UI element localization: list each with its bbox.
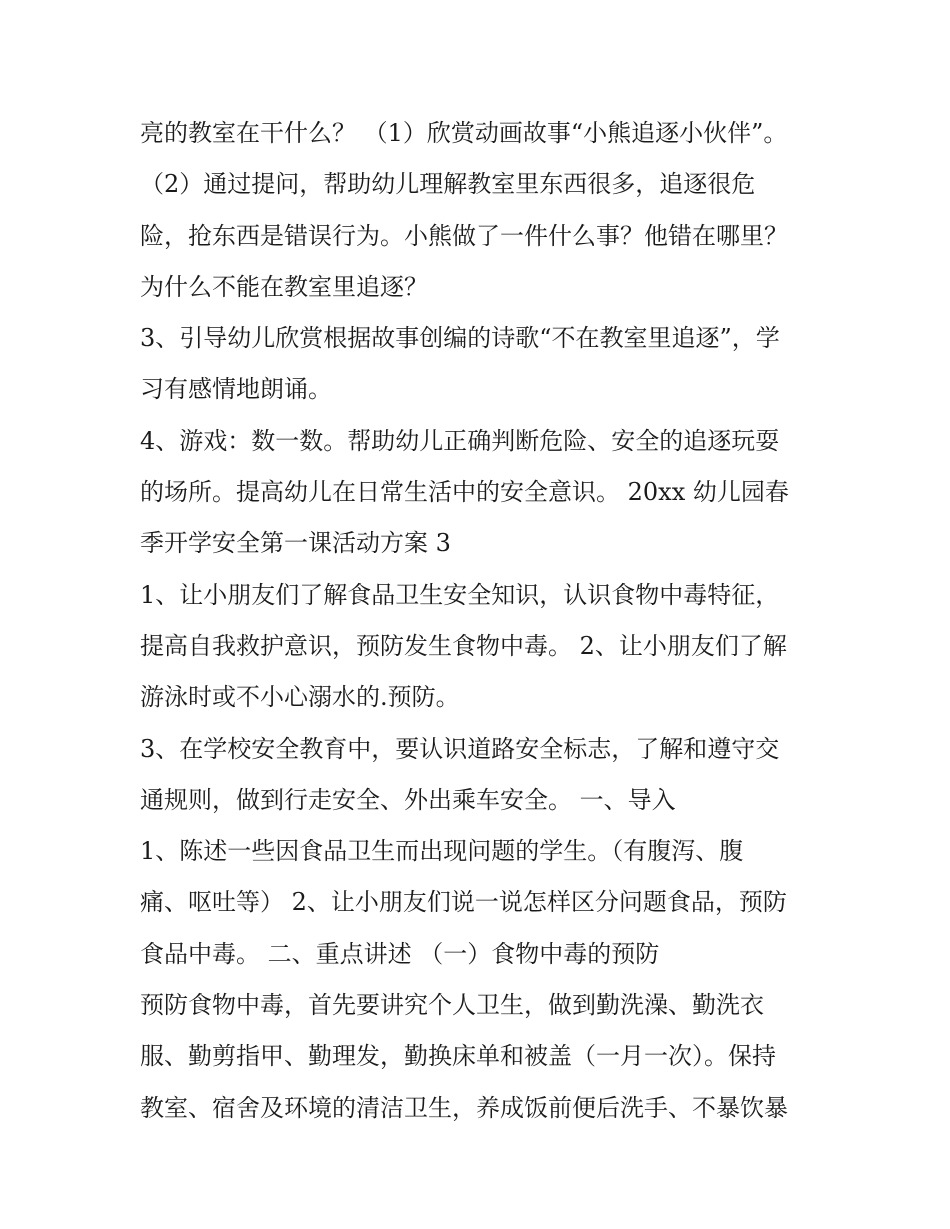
text-line: （2）通过提问，帮助幼儿理解教室里东西很多，追逐很危 — [140, 170, 756, 199]
text-line: 3、引导幼儿欣赏根据故事创编的诗歌“不在教室里追逐”，学 — [140, 324, 780, 353]
text-line: 食品中毒。 二、重点讲述 （一）食物中毒的预防 — [140, 939, 660, 968]
text-line: 游泳时或不小心溺水的.预防。 — [140, 683, 460, 712]
text-line: 服、勤剪指甲、勤理发，勤换床单和被盖（一月一次）。保持 — [140, 1042, 776, 1071]
text-line: 4、游戏：数一数。帮助幼儿正确判断危险、安全的追逐玩耍 — [140, 426, 780, 455]
text-line: 季开学安全第一课活动方案 3 — [140, 529, 451, 558]
text-line: 险，抢东西是错误行为。小熊做了一件什么事？他错在哪里？ — [140, 221, 788, 250]
text-line: 通规则，做到行走安全、外出乘车安全。 一、导入 — [140, 785, 676, 814]
text-line: 教室、宿舍及环境的清洁卫生，养成饭前便后洗手、不暴饮暴 — [140, 1093, 788, 1122]
text-line: 1、陈述一些因食品卫生而出现问题的学生。（有腹泻、腹 — [140, 837, 744, 866]
text-line: 的场所。提高幼儿在日常生活中的安全意识。 20xx 幼儿园春 — [140, 478, 789, 507]
text-line: 提高自我救护意识，预防发生食物中毒。 2、让小朋友们了解 — [140, 631, 787, 660]
text-line: 预防食物中毒，首先要讲究个人卫生，做到勤洗澡、勤洗衣 — [140, 991, 764, 1020]
text-line: 为什么不能在教室里追逐？ — [140, 272, 428, 301]
text-line: 3、在学校安全教育中，要认识道路安全标志，了解和遵守交 — [140, 734, 780, 763]
text-line: 痛、呕吐等） 2、让小朋友们说一说怎样区分问题食品，预防 — [140, 888, 787, 917]
text-line: 1、让小朋友们了解食品卫生安全知识，认识食物中毒特征， — [140, 580, 780, 609]
text-line: 习有感情地朗诵。 — [140, 375, 332, 404]
text-line: 亮的教室在干什么？ （1）欣赏动画故事“小熊追逐小伙伴”。 — [140, 119, 788, 147]
body-text — [140, 108, 820, 1134]
